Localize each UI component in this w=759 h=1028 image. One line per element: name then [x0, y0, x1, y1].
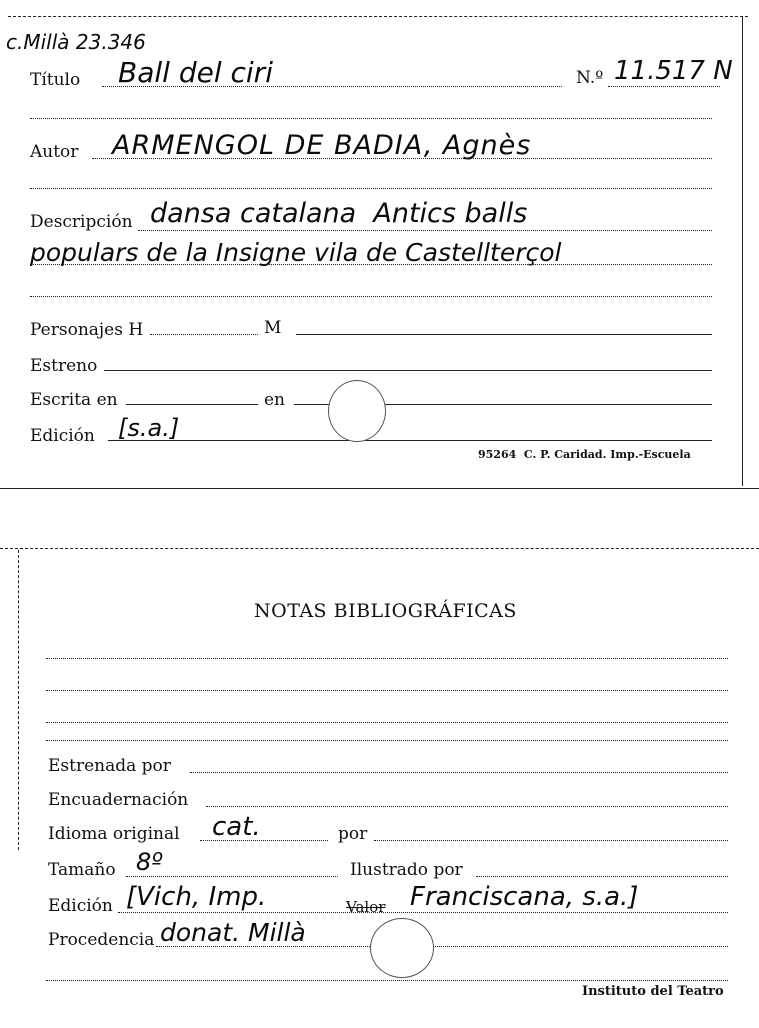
titulo-label: Título [30, 70, 81, 90]
por-line [374, 840, 728, 841]
escrita-label: Escrita en [30, 390, 118, 410]
procedencia-value: donat. Millà [160, 918, 306, 947]
numero-label: N.º [576, 68, 604, 88]
edicion-back-label: Edición [48, 896, 113, 916]
card-back-left-edge [18, 550, 19, 850]
descripcion-extra-line [30, 296, 712, 297]
personajes-m-label: M [264, 318, 282, 338]
tamano-value: 8º [136, 848, 163, 876]
notas-line-3 [46, 722, 728, 723]
personajes-h-line [150, 334, 258, 335]
card-back-top-edge [0, 548, 759, 549]
notas-line-2 [46, 690, 728, 691]
tamano-label: Tamaño [48, 860, 116, 880]
punch-hole [328, 380, 386, 442]
descripcion-label: Descripción [30, 212, 133, 232]
edicion-value: [s.a.] [118, 414, 180, 442]
card-right-edge [742, 16, 743, 486]
descripcion-line2-rule [30, 264, 712, 265]
procedencia-line [156, 946, 728, 947]
escrita-en-label: en [264, 390, 286, 410]
idioma-line [200, 840, 328, 841]
numero-value: 11.517 N [614, 56, 733, 86]
punch-hole-back [370, 918, 434, 978]
printer-imprint: 95264 C. P. Caridad. Imp.-Escuela [478, 448, 691, 461]
estrenada-label: Estrenada por [48, 756, 171, 776]
institution-name: Instituto del Teatro [582, 984, 724, 999]
edicion-label: Edición [30, 426, 95, 446]
archive-reference: c.Millà 23.346 [6, 30, 146, 54]
titulo-extra-line [30, 118, 712, 119]
personajes-label: Personajes H [30, 320, 144, 340]
card-bottom-edge [0, 488, 759, 489]
notas-heading: NOTAS BIBLIOGRÁFICAS [254, 600, 517, 622]
ilustrado-label: Ilustrado por [350, 860, 463, 880]
idioma-value: cat. [212, 812, 261, 842]
notas-line-1 [46, 658, 728, 659]
edicion-back-line [118, 912, 728, 913]
autor-value: ARMENGOL DE BADIA, Agnès [112, 130, 532, 161]
notas-line-4 [46, 740, 728, 741]
edicion-back-value-a: [Vich, Imp. [126, 882, 267, 912]
descripcion-line1-rule [138, 230, 712, 231]
encuadernacion-label: Encuadernación [48, 790, 189, 810]
titulo-value: Ball del ciri [118, 56, 273, 89]
card-top-edge [8, 16, 748, 17]
estreno-label: Estreno [30, 356, 98, 376]
titulo-line [102, 86, 562, 87]
estreno-line [104, 370, 712, 371]
escrita-line [126, 404, 258, 405]
edicion-struck-word: Valor [346, 898, 386, 916]
autor-label: Autor [30, 142, 79, 162]
tamano-line [126, 876, 338, 877]
catalog-card-back [0, 540, 759, 1028]
notas-bottom-line [46, 980, 728, 981]
procedencia-label: Procedencia [48, 930, 155, 950]
edicion-back-value-b: Franciscana, s.a.] [410, 882, 639, 912]
catalog-card-front [0, 0, 759, 495]
idioma-label: Idioma original [48, 824, 180, 844]
estrenada-line [190, 772, 728, 773]
encuadernacion-line [206, 806, 728, 807]
personajes-m-line [296, 334, 712, 335]
por-label: por [338, 824, 368, 844]
ilustrado-line [476, 876, 728, 877]
numero-line [608, 86, 720, 87]
autor-extra-line [30, 188, 712, 189]
edicion-line [108, 440, 712, 441]
descripcion-line1: dansa catalana Antics balls [150, 198, 528, 229]
descripcion-line2: populars de la Insigne vila de Castellterçol [30, 238, 562, 267]
autor-line [92, 158, 712, 159]
